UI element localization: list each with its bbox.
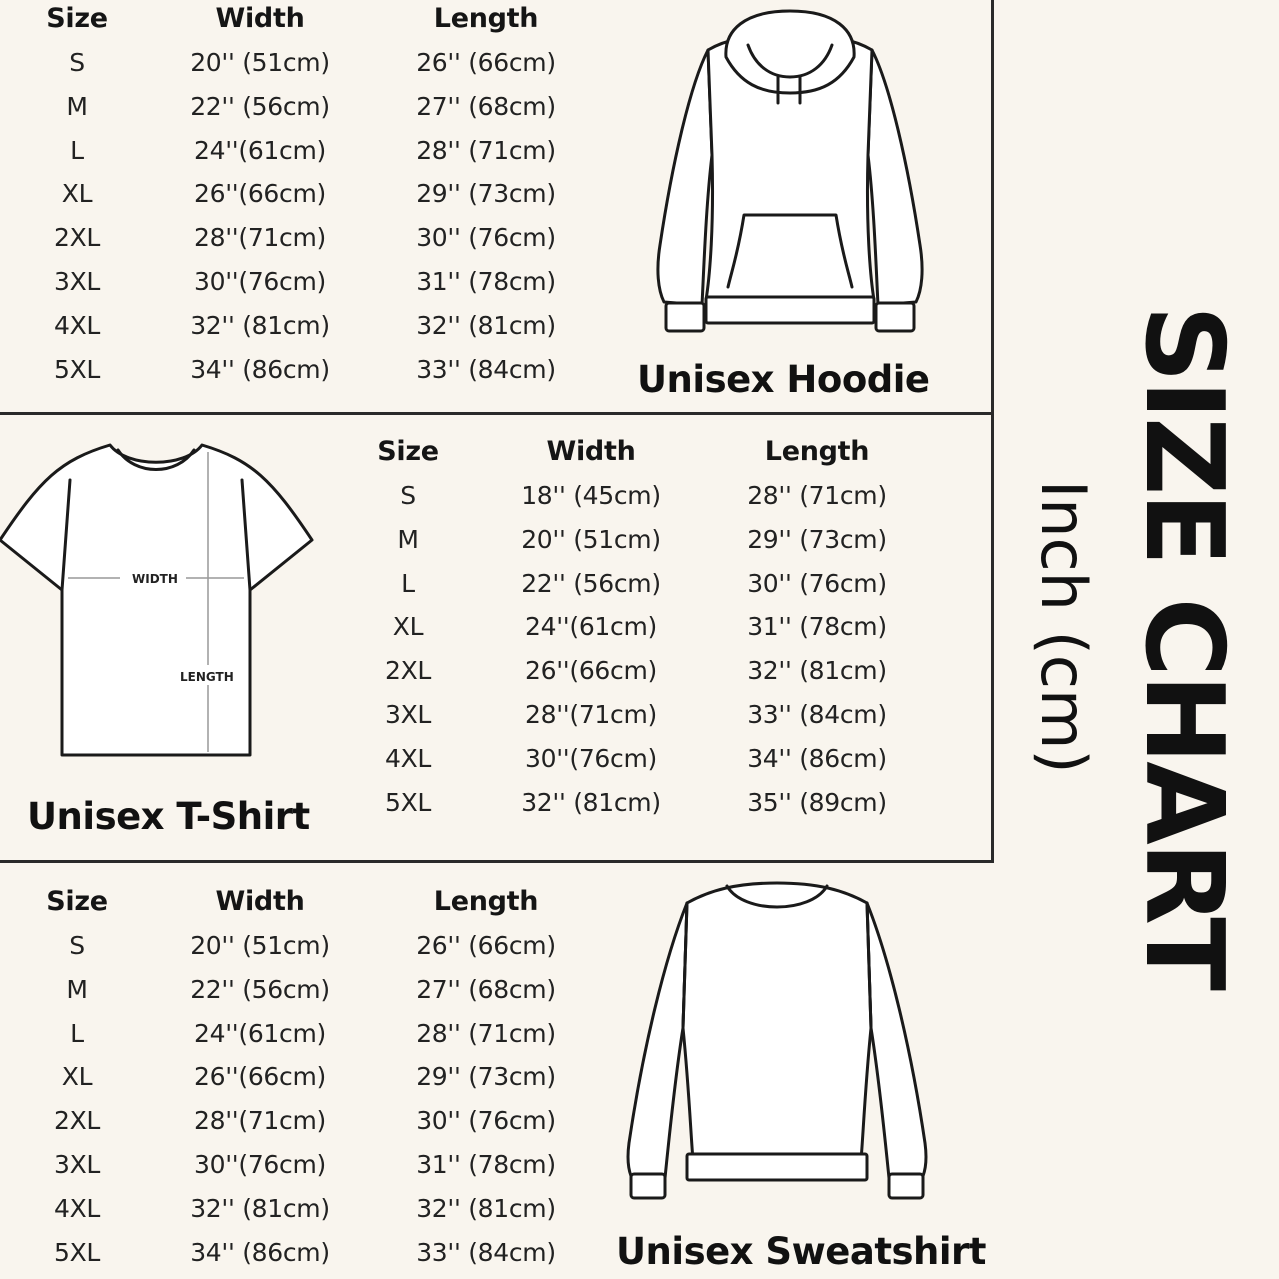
table-cell-length: 26'' (66cm) [416, 931, 556, 960]
table-cell-width: 18'' (45cm) [521, 481, 661, 510]
table-cell-width: 26''(66cm) [194, 179, 326, 209]
table-cell-size: 5XL [384, 787, 432, 817]
table-cell-size: 4XL [53, 1193, 101, 1223]
table-cell-length: 32'' (81cm) [747, 656, 887, 686]
table-cell-width: 20'' (51cm) [190, 931, 330, 960]
table-cell-length: 35'' (89cm) [747, 787, 887, 817]
table-cell-width: 28''(71cm) [194, 1106, 326, 1136]
table-cell-length: 28'' (71cm) [416, 1018, 556, 1048]
table-cell-size: 3XL [53, 1150, 101, 1179]
size-chart-heading: SIZE CHART [1121, 305, 1246, 988]
table-cell-length: 29'' (73cm) [416, 179, 556, 209]
table-cell-length: 30'' (76cm) [416, 1106, 556, 1136]
table-cell-size: M [66, 974, 88, 1004]
hoodie-icon [650, 5, 930, 340]
table-cell-length: 31'' (78cm) [416, 1150, 556, 1179]
table-cell-length: 31'' (78cm) [416, 267, 556, 296]
table-cell-length: 28'' (71cm) [747, 481, 887, 510]
table-cell-length: 33'' (84cm) [747, 700, 887, 729]
table-cell-length: 26'' (66cm) [416, 48, 556, 77]
column-header-width: Width [215, 3, 305, 34]
table-cell-size: M [397, 524, 419, 554]
table-cell-width: 34'' (86cm) [190, 354, 330, 384]
tshirt-title: Unisex T-Shirt [27, 795, 310, 838]
table-cell-length: 27'' (68cm) [416, 91, 556, 121]
section-divider-top [0, 412, 994, 415]
table-cell-length: 30'' (76cm) [416, 223, 556, 253]
column-header-size: Size [377, 436, 439, 467]
table-cell-size: L [70, 135, 84, 165]
table-cell-size: S [69, 48, 85, 77]
table-cell-width: 32'' (81cm) [521, 787, 661, 817]
column-header-size: Size [46, 886, 108, 917]
units-heading: Inch (cm) [1027, 480, 1100, 774]
table-cell-size: 2XL [53, 223, 101, 253]
table-cell-width: 20'' (51cm) [190, 48, 330, 77]
table-cell-size: XL [61, 1062, 93, 1092]
table-cell-length: 28'' (71cm) [416, 135, 556, 165]
table-cell-width: 32'' (81cm) [190, 310, 330, 340]
column-header-size: Size [46, 3, 108, 34]
sweatshirt-title: Unisex Sweatshirt [616, 1230, 986, 1273]
tshirt-icon [0, 440, 320, 765]
column-header-length: Length [433, 886, 539, 917]
table-cell-length: 32'' (81cm) [416, 310, 556, 340]
table-cell-size: 2XL [53, 1106, 101, 1136]
table-cell-width: 34'' (86cm) [190, 1237, 330, 1267]
hoodie-title: Unisex Hoodie [637, 358, 930, 401]
table-cell-size: S [69, 931, 85, 960]
table-cell-width: 24''(61cm) [194, 1018, 326, 1048]
table-cell-width: 24''(61cm) [525, 612, 657, 642]
table-cell-width: 30''(76cm) [525, 743, 657, 773]
table-cell-size: 4XL [384, 743, 432, 773]
table-cell-length: 33'' (84cm) [416, 354, 556, 384]
table-cell-length: 27'' (68cm) [416, 974, 556, 1004]
table-cell-length: 32'' (81cm) [416, 1193, 556, 1223]
table-cell-length: 31'' (78cm) [747, 612, 887, 642]
table-cell-length: 33'' (84cm) [416, 1237, 556, 1267]
table-cell-size: L [401, 568, 415, 598]
table-cell-width: 26''(66cm) [525, 656, 657, 686]
table-cell-length: 29'' (73cm) [747, 524, 887, 554]
section-divider-bottom [0, 860, 994, 863]
table-cell-size: L [70, 1018, 84, 1048]
table-cell-width: 22'' (56cm) [521, 568, 661, 598]
table-cell-size: 3XL [384, 700, 432, 729]
length-label: LENGTH [180, 670, 234, 684]
table-cell-width: 22'' (56cm) [190, 91, 330, 121]
table-cell-width: 24''(61cm) [194, 135, 326, 165]
vertical-divider [991, 0, 994, 862]
table-cell-width: 26''(66cm) [194, 1062, 326, 1092]
table-cell-length: 29'' (73cm) [416, 1062, 556, 1092]
table-cell-width: 32'' (81cm) [190, 1193, 330, 1223]
table-cell-size: 5XL [53, 1237, 101, 1267]
table-cell-size: 3XL [53, 267, 101, 296]
table-cell-size: 2XL [384, 656, 432, 686]
table-cell-size: M [66, 91, 88, 121]
column-header-width: Width [215, 886, 305, 917]
table-cell-length: 34'' (86cm) [747, 743, 887, 773]
table-cell-width: 20'' (51cm) [521, 524, 661, 554]
column-header-width: Width [546, 436, 636, 467]
table-cell-width: 30''(76cm) [194, 267, 326, 296]
table-cell-size: S [400, 481, 416, 510]
table-cell-size: XL [392, 612, 424, 642]
column-header-length: Length [764, 436, 870, 467]
table-cell-size: XL [61, 179, 93, 209]
table-cell-width: 28''(71cm) [194, 223, 326, 253]
table-cell-size: 5XL [53, 354, 101, 384]
sweatshirt-icon [625, 878, 930, 1203]
table-cell-width: 22'' (56cm) [190, 974, 330, 1004]
width-label: WIDTH [132, 572, 178, 586]
table-cell-length: 30'' (76cm) [747, 568, 887, 598]
table-cell-width: 30''(76cm) [194, 1150, 326, 1179]
table-cell-size: 4XL [53, 310, 101, 340]
column-header-length: Length [433, 3, 539, 34]
table-cell-width: 28''(71cm) [525, 700, 657, 729]
